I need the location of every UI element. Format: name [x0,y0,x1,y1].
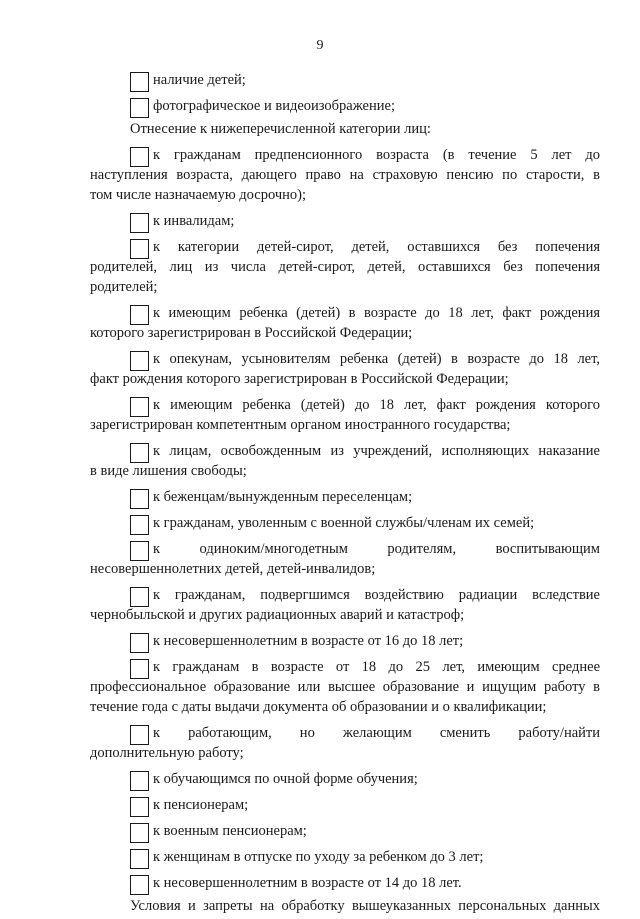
checkbox-item [90,96,600,116]
checkbox-item [90,211,600,231]
item-text: к лицам, освобожденным из учреждений, исполняющих наказание [153,443,600,459]
checkbox[interactable] [130,587,149,607]
checkbox[interactable] [130,875,149,895]
paragraph [90,119,600,139]
item-first-line [90,513,600,533]
checkbox-item [90,487,600,507]
item-text: Условия и запреты на обработку вышеуказанных персональных данных [130,898,600,914]
page-number: 9 [316,38,324,53]
checkbox[interactable] [130,797,149,817]
checkbox-item [90,821,600,841]
item-continuation-line: профессиональное образование или высшее образование и ищущим работу в [90,679,600,695]
item-first-line [90,873,600,893]
checkbox[interactable] [130,443,149,463]
checkbox-item [90,303,600,343]
item-text: к одиноким/многодетным родителям, воспитывающим [153,541,600,557]
item-text: к военным пенсионерам; [153,823,307,839]
item-text: к опекунам, усыновителям ребенка (детей) в возрасте до 18 лет, [153,351,600,367]
checkbox-item [90,237,600,297]
item-continuation-line: течение года с даты выдачи документа об образовании и о квалификации; [90,699,547,715]
checkbox-item [90,349,600,389]
checkbox[interactable] [130,397,149,417]
item-continuation-line: дополнительную работу; [90,745,244,761]
checkbox[interactable] [130,489,149,509]
checkbox[interactable] [130,351,149,371]
checkbox-item [90,657,600,717]
item-first-line [90,349,600,369]
item-text: к несовершеннолетним в возрасте от 14 до 18 лет. [153,875,462,891]
item-continuation-line: факт рождения которого зарегистрирован в Российской Федерации; [90,371,509,387]
item-text: к гражданам, подвергшимся воздействию радиации вследствие [153,587,600,603]
checkbox[interactable] [130,147,149,167]
checkbox-item [90,795,600,815]
checkbox[interactable] [130,98,149,118]
item-text: к инвалидам; [153,213,235,229]
checkbox[interactable] [130,823,149,843]
item-first-line [90,585,600,605]
item-text: к пенсионерам; [153,797,249,813]
item-text: к работающим, но желающим сменить работу/найти [153,725,600,741]
item-text: к имеющим ребенка (детей) до 18 лет, факт рождения которого [153,397,600,413]
checkbox-item [90,873,600,893]
item-first-line [90,237,600,257]
checkbox-item [90,441,600,481]
item-first-line [90,145,600,165]
paragraph [90,896,600,916]
checkbox[interactable] [130,213,149,233]
checkbox-item [90,723,600,763]
document-body [90,64,600,919]
item-text: к категории детей-сирот, детей, оставшихся без попечения [153,239,600,255]
item-first-line [90,847,600,867]
item-text: к гражданам, уволенным с военной службы/членам их семей; [153,515,535,531]
checkbox-item [90,513,600,533]
item-first-line [90,487,600,507]
item-continuation-line: несовершеннолетних детей, детей-инвалидов; [90,561,376,577]
item-first-line [90,769,600,789]
checkbox-item [90,631,600,651]
checkbox[interactable] [130,541,149,561]
checkbox[interactable] [130,725,149,745]
checkbox[interactable] [130,849,149,869]
item-text: к имеющим ребенка (детей) в возрасте до 18 лет, факт рождения [153,305,600,321]
item-first-line [90,395,600,415]
item-first-line [90,119,600,139]
item-continuation-line: чернобыльской и других радиационных аварий и катастроф; [90,607,465,623]
item-first-line [90,723,600,743]
checkbox[interactable] [130,515,149,535]
item-continuation-line: которого зарегистрирован в Российской Федерации; [90,325,413,341]
checkbox[interactable] [130,305,149,325]
checkbox[interactable] [130,239,149,259]
checkbox[interactable] [130,771,149,791]
item-first-line [90,70,600,90]
item-text: к беженцам/вынужденным переселенцам; [153,489,413,505]
item-first-line [90,657,600,677]
item-first-line [90,539,600,559]
item-continuation-line: наступления возраста, дающего право на страховую пенсию по старости, в [90,167,600,183]
checkbox-item [90,585,600,625]
item-first-line [90,631,600,651]
checkbox-item [90,70,600,90]
item-continuation-line: зарегистрирован компетентным органом иностранного государства; [90,417,511,433]
checkbox[interactable] [130,72,149,92]
item-first-line [90,441,600,461]
checkbox-item [90,769,600,789]
item-first-line [90,96,600,116]
checkbox-item [90,539,600,579]
item-continuation-line: том числе назначаемую досрочно); [90,187,306,203]
item-first-line [90,896,600,916]
item-continuation-line: родителей; [90,279,158,295]
checkbox-item [90,145,600,205]
checkbox-item [90,847,600,867]
checkbox[interactable] [130,659,149,679]
item-first-line [90,303,600,323]
item-text: к гражданам в возрасте от 18 до 25 лет, имеющим среднее [153,659,600,675]
item-first-line [90,211,600,231]
checkbox-item [90,395,600,435]
item-text: к женщинам в отпуске по уходу за ребенком до 3 лет; [153,849,484,865]
item-text: к гражданам предпенсионного возраста (в течение 5 лет до [153,147,600,163]
item-text: Отнесение к нижеперечисленной категории лиц: [130,121,431,137]
item-continuation-line: родителей, лиц из числа детей-сирот, детей, оставшихся без попечения [90,259,600,275]
item-text: фотографическое и видеоизображение; [153,98,395,114]
item-text: к обучающимся по очной форме обучения; [153,771,418,787]
item-first-line [90,795,600,815]
item-text: к несовершеннолетним в возрасте от 16 до 18 лет; [153,633,464,649]
item-continuation-line: в виде лишения свободы; [90,463,247,479]
checkbox[interactable] [130,633,149,653]
item-first-line [90,821,600,841]
item-text: наличие детей; [153,72,246,88]
